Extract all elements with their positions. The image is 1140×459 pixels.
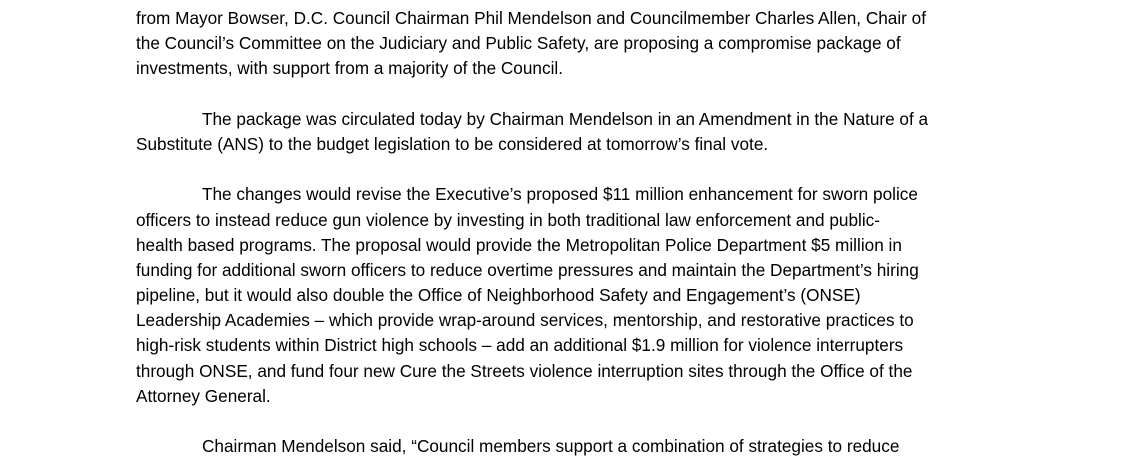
paragraph-spacer [136, 82, 1026, 107]
text-line: The changes would revise the Executive’s proposed $11 million enhancement for sworn police [202, 184, 918, 205]
paragraph-4 [136, 434, 1026, 459]
text-line: through ONSE, and fund four new Cure the Streets violence interruption sites through the Office of the [136, 360, 913, 381]
text-line: health based programs. The proposal would provide the Metropolitan Police Department $5 million in [136, 234, 902, 255]
paragraph-3 [136, 182, 1026, 409]
text-line: Substitute (ANS) to the budget legislation to be considered at tomorrow’s final vote. [136, 133, 769, 154]
text-line: pipeline, but it would also double the Office of Neighborhood Safety and Engagement’s (ONSE) [136, 285, 861, 306]
document-page [136, 0, 1026, 459]
text-line: officers to instead reduce gun violence by investing in both traditional law enforcement and public- [136, 209, 880, 230]
paragraph-1 [136, 6, 1026, 82]
text-line: the Council’s Committee on the Judiciary and Public Safety, are proposing a compromise package of [136, 33, 901, 54]
paragraph-2 [136, 107, 1026, 157]
text-line: funding for additional sworn officers to reduce overtime pressures and maintain the Department’s hiring [136, 259, 919, 280]
text-line: investments, with support from a majority of the Council. [136, 58, 563, 79]
text-line: high-risk students within District high schools – add an additional $1.9 million for violence interrupters [136, 335, 904, 356]
text-line: from Mayor Bowser, D.C. Council Chairman Phil Mendelson and Councilmember Charles Allen, Chair of [136, 8, 926, 28]
paragraph-spacer [136, 157, 1026, 182]
text-line: The package was circulated today by Chairman Mendelson in an Amendment in the Nature of a [202, 108, 929, 129]
text-line: Attorney General. [136, 385, 271, 406]
text-line: Chairman Mendelson said, “Council members support a combination of strategies to reduce [202, 436, 900, 457]
paragraph-spacer [136, 409, 1026, 434]
text-line: Leadership Academies – which provide wrap-around services, mentorship, and restorative practices to [136, 310, 914, 331]
